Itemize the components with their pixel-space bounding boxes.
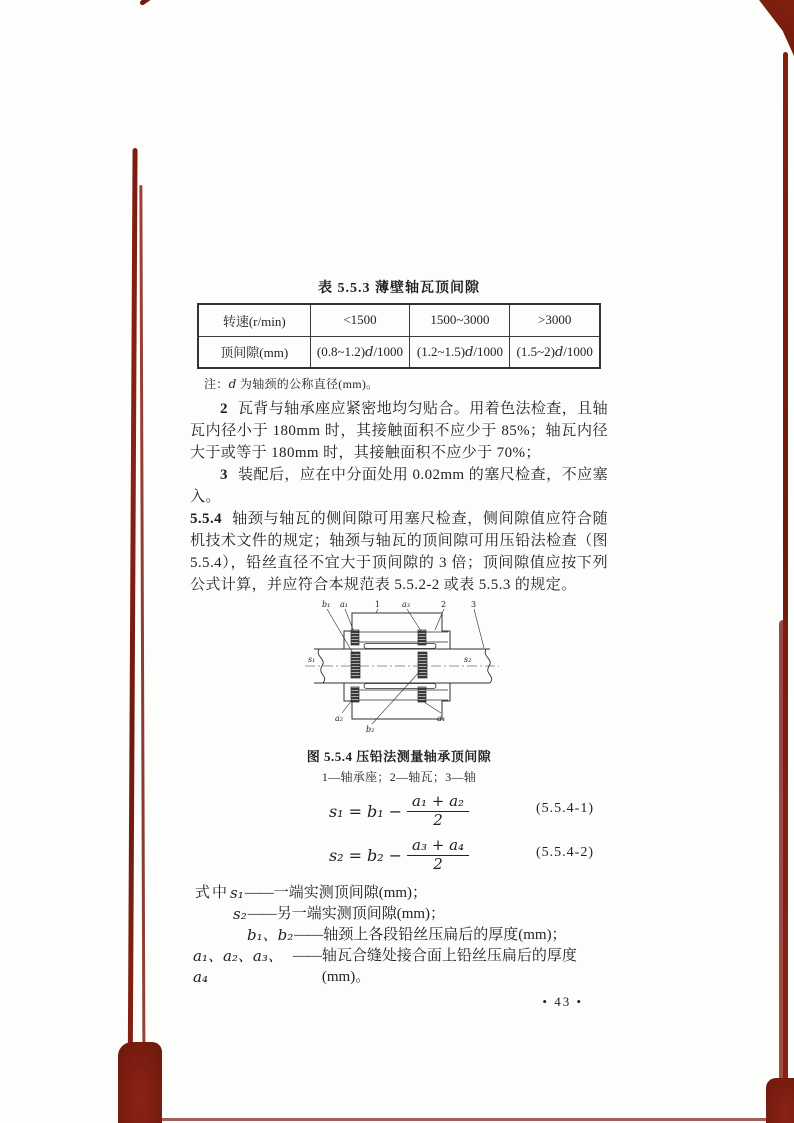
equals-sign: = bbox=[348, 845, 362, 865]
note-text: 注： bbox=[204, 377, 229, 391]
formula-5542-row bbox=[190, 837, 608, 873]
fraction bbox=[407, 793, 469, 829]
fraction-denominator: 2 bbox=[433, 811, 443, 829]
speed-cell-2: 1500~3000 bbox=[410, 304, 510, 336]
figure-label-b2: b₂ bbox=[366, 725, 375, 734]
equation-number: (5.5.4-2) bbox=[536, 845, 594, 860]
equals-sign: = bbox=[348, 801, 362, 821]
page-content bbox=[190, 277, 608, 1010]
cell-text: /1000 bbox=[563, 343, 593, 359]
item-text: 瓦背与轴承座应紧密地均匀贴合。用着色法检查，且轴瓦内径小于 180mm 时，其接触面积不应少于 85%；轴瓦内径大于或等于 180mm 时，其接触面积不应少于 70%； bbox=[190, 401, 608, 461]
table-row-clearance bbox=[198, 336, 600, 368]
scan-artifact-left-streak bbox=[127, 148, 137, 1123]
description: 轴颈上各段铅丝压扁后的厚度(mm)； bbox=[323, 927, 567, 943]
figure-legend: 1—轴承座；2—轴瓦；3—轴 bbox=[321, 770, 477, 784]
fraction-numerator: a₃ + a₄ bbox=[407, 837, 469, 856]
definitions-lead: 式中 bbox=[195, 885, 230, 901]
formula-term: b₂ bbox=[366, 845, 384, 865]
equation-number: (5.5.4-1) bbox=[536, 801, 594, 816]
definition-s1 bbox=[190, 883, 608, 904]
formula-lhs: s₂ bbox=[328, 845, 344, 865]
formula-5541-row bbox=[190, 793, 608, 829]
figure-label-2: 2 bbox=[441, 600, 447, 609]
speed-cell-1: <1500 bbox=[310, 304, 410, 336]
cell-text: (0.8~1.2) bbox=[316, 343, 366, 359]
clause-number: 5.5.4 bbox=[190, 511, 222, 527]
cell-text: (1.2~1.5) bbox=[416, 343, 466, 359]
figure-label-1: 1 bbox=[375, 600, 381, 609]
cell-variable: d bbox=[554, 344, 564, 360]
figure-label-a1: a₁ bbox=[340, 600, 348, 609]
figure-label-3: 3 bbox=[471, 600, 477, 609]
scan-artifact-top-left bbox=[139, 0, 183, 6]
formula-5542 bbox=[329, 837, 469, 873]
definition-a1-a4 bbox=[190, 946, 608, 988]
cell-text: (1.5~2) bbox=[516, 343, 555, 359]
scan-artifact-bottom-edge bbox=[150, 1118, 780, 1121]
description: 另一端实测顶间隙(mm)； bbox=[276, 906, 446, 922]
symbol: s₂ bbox=[233, 905, 247, 923]
minus-sign: − bbox=[388, 845, 403, 865]
row-header-clearance: 顶间隙(mm) bbox=[198, 336, 310, 368]
paragraph-item-2 bbox=[190, 398, 608, 464]
figure-bearing-diagram bbox=[302, 599, 502, 742]
scan-artifact-right-streak-lower bbox=[779, 620, 788, 1123]
row-header-speed: 转速(r/min) bbox=[198, 304, 310, 336]
fraction-denominator: 2 bbox=[433, 855, 443, 873]
dash: —— bbox=[292, 948, 321, 964]
page-number: • 43 • bbox=[542, 994, 583, 1009]
figure-label-a4: a₄ bbox=[437, 714, 445, 723]
symbol: a₁、a₂、a₃、a₄ bbox=[193, 947, 283, 986]
scan-artifact-left-streak-inner bbox=[139, 185, 145, 1115]
item-number: 3 bbox=[220, 467, 228, 483]
cell-variable: d bbox=[365, 344, 374, 360]
formula-lhs: s₁ bbox=[328, 801, 344, 821]
cell-text: /1000 bbox=[373, 343, 404, 359]
fraction bbox=[407, 837, 469, 873]
definition-b1-b2 bbox=[190, 925, 608, 946]
table-note bbox=[204, 375, 608, 392]
fraction-numerator: a₁ + a₂ bbox=[407, 793, 469, 812]
minus-sign: − bbox=[388, 801, 403, 821]
definition-s2 bbox=[190, 904, 608, 925]
cell-text: /1000 bbox=[473, 343, 504, 359]
clearance-cell-2 bbox=[410, 336, 510, 368]
cell-variable: d bbox=[465, 344, 474, 360]
paragraph-item-3 bbox=[190, 464, 608, 508]
clearance-table bbox=[197, 303, 601, 369]
figure-label-s2: s₂ bbox=[464, 655, 472, 664]
item-text: 装配后，应在中分面处用 0.02mm 的塞尺检查，不应塞入。 bbox=[190, 467, 608, 505]
description: 轴瓦合缝处接合面上铅丝压扁后的厚度(mm)。 bbox=[321, 948, 577, 985]
table-title: 表 5.5.3 薄壁轴瓦顶间隙 bbox=[318, 281, 480, 296]
formula-5541 bbox=[329, 793, 469, 829]
description: 一端实测顶间隙(mm)； bbox=[273, 885, 428, 901]
bearing-cross-section-drawing bbox=[302, 599, 502, 737]
figure-caption: 图 5.5.4 压铅法测量轴承顶间隙 bbox=[306, 749, 492, 764]
scan-artifact-bottom-left bbox=[118, 1042, 162, 1123]
clearance-cell-1 bbox=[310, 336, 410, 368]
note-text: 为轴颈的公称直径(mm)。 bbox=[236, 377, 379, 391]
symbol-definitions bbox=[190, 883, 608, 988]
dash: —— bbox=[247, 906, 276, 922]
scan-artifact-top-right bbox=[756, 0, 794, 56]
scan-artifact-bottom-right bbox=[766, 1078, 794, 1123]
symbol: s₁ bbox=[230, 884, 244, 902]
figure-label-b1: b₁ bbox=[322, 600, 331, 609]
table-row-speed bbox=[198, 304, 600, 336]
clause-text: 轴颈与轴瓦的侧间隙可用塞尺检查，侧间隙值应符合随机技术文件的规定；轴颈与轴瓦的顶间隙可用压铅法检查（图5.5.4），铅丝直径不宜大于顶间隙的 3 倍；顶间隙值应按下列公式计算，并应符合本规范表 5.5.2-2 或表 5.5.3 的规定。 bbox=[190, 511, 608, 593]
figure-label-a3: a₃ bbox=[402, 600, 410, 609]
note-variable: d bbox=[228, 377, 237, 391]
paragraph-clause-554 bbox=[190, 508, 608, 596]
figure-label-a2: a₂ bbox=[335, 714, 343, 723]
dash: —— bbox=[244, 885, 273, 901]
formula-term: b₁ bbox=[366, 801, 384, 821]
speed-cell-3: >3000 bbox=[510, 304, 600, 336]
symbol: b₁、b₂ bbox=[247, 926, 294, 944]
clearance-cell-3 bbox=[510, 336, 600, 368]
dash: —— bbox=[294, 927, 323, 943]
figure-label-s1: s₁ bbox=[308, 655, 316, 664]
item-number: 2 bbox=[220, 401, 228, 417]
